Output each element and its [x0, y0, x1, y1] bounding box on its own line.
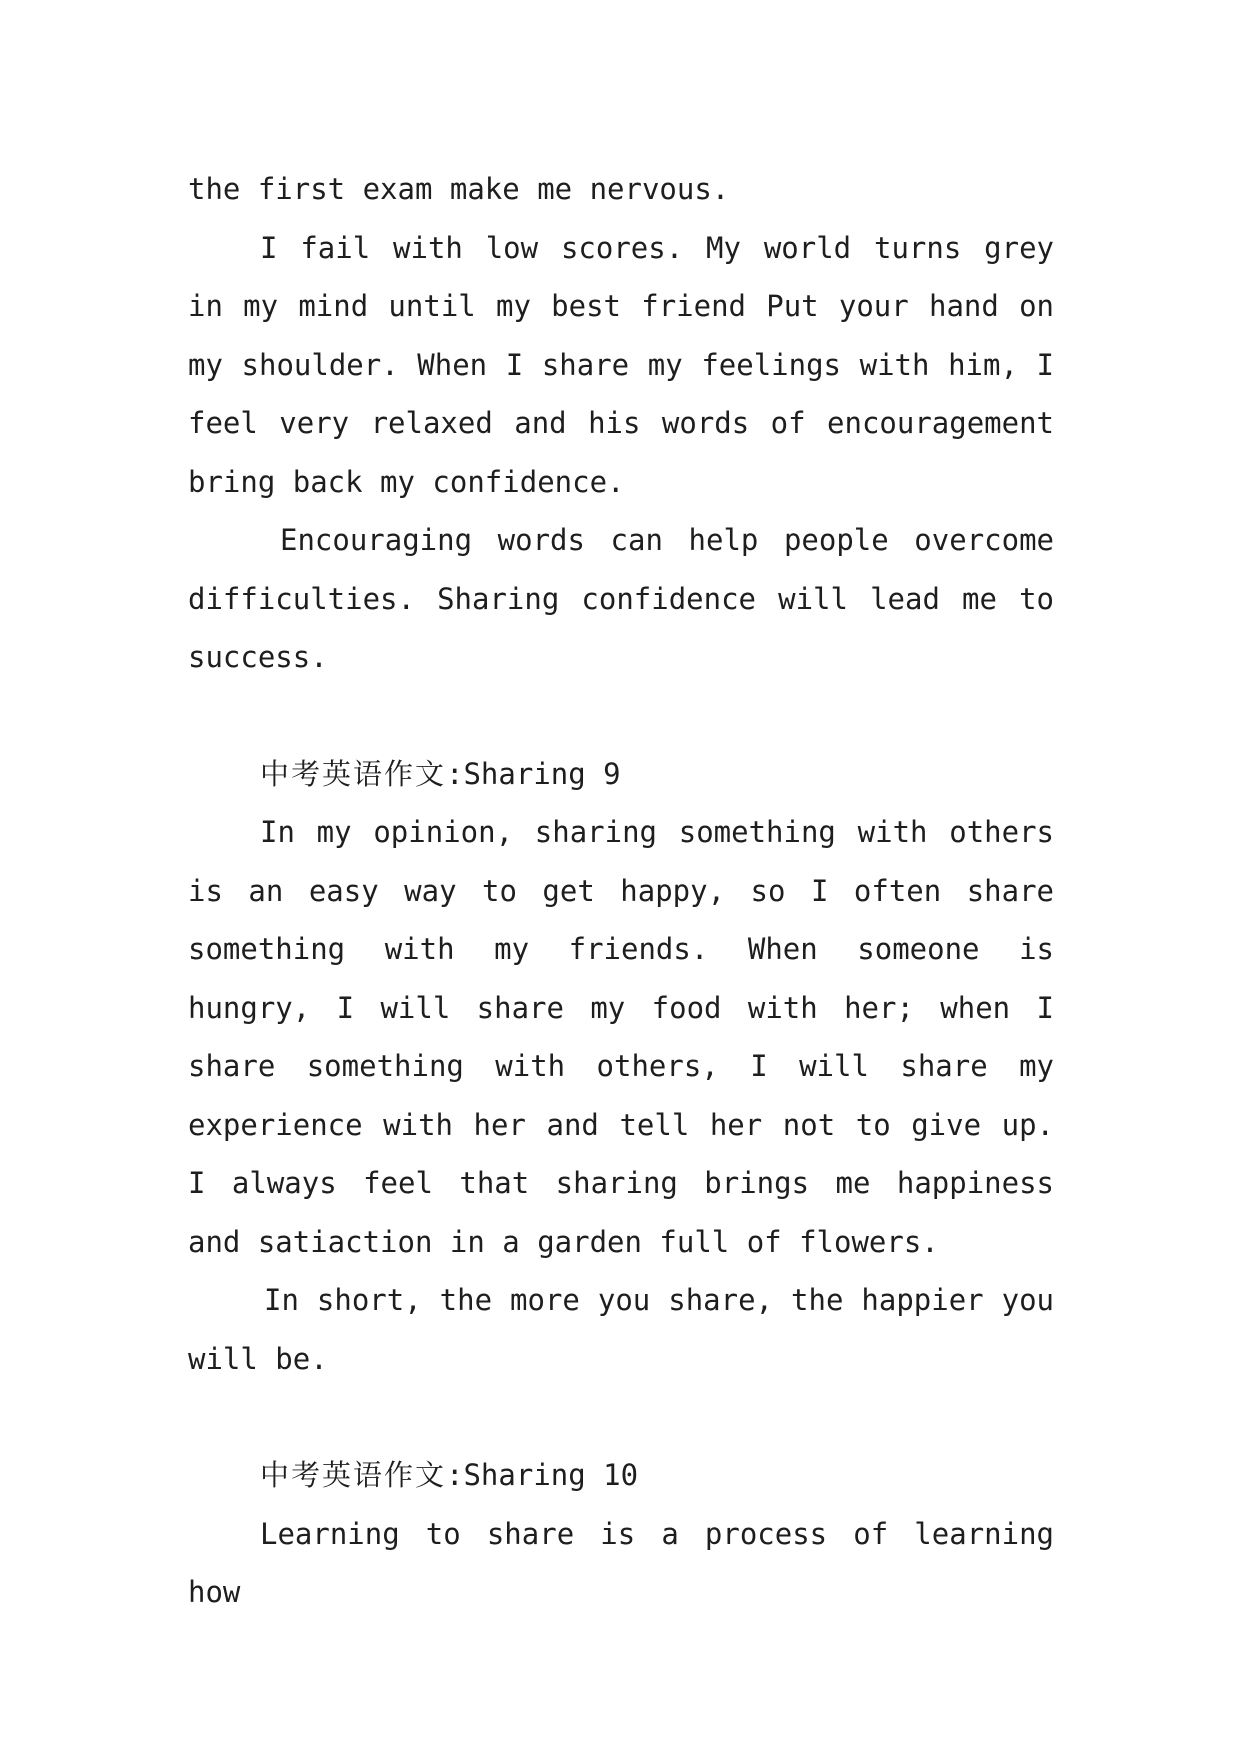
section-gap — [188, 687, 1054, 745]
section-gap — [188, 1388, 1054, 1446]
heading-cjk-text: 中考英语作文 — [260, 1458, 447, 1492]
heading-title-text: :Sharing 9 — [446, 756, 621, 791]
paragraph-opinion-sharing: In my opinion, sharing something with others is an easy way to get happy, so I often share something with my friends. When someone is hungry, I will share my food with her; when I share something with others, I will share my experience with her and tell her not to give up. I always feel that sharing brings me happiness and satiaction in a garden full of flowers. — [188, 815, 1054, 1259]
heading-title-text: :Sharing 10 — [446, 1458, 639, 1492]
paragraph-fail-scores: I fail with low scores. My world turns grey in my mind until my best friend Put your hand on my shoulder. When I share my feelings with him, I feel very relaxed and his words of encouragement bring back my confidence. — [188, 230, 1054, 499]
paragraph-encouraging-words: Encouraging words can help people overcome difficulties. Sharing confidence will lead me to success. — [188, 523, 1054, 674]
document-body — [188, 160, 1054, 1622]
paragraph-continuation: the first exam make me nervous. — [188, 172, 730, 206]
paragraph-learning-to-share: Learning to share is a process of learning how — [188, 1516, 1054, 1609]
heading-cjk-text: 中考英语作文 — [260, 756, 447, 791]
section-heading-sharing-10 — [188, 1446, 1054, 1505]
paragraph-in-short: In short, the more you share, the happier you will be. — [188, 1283, 1054, 1376]
section-heading-sharing-9 — [188, 745, 1054, 804]
